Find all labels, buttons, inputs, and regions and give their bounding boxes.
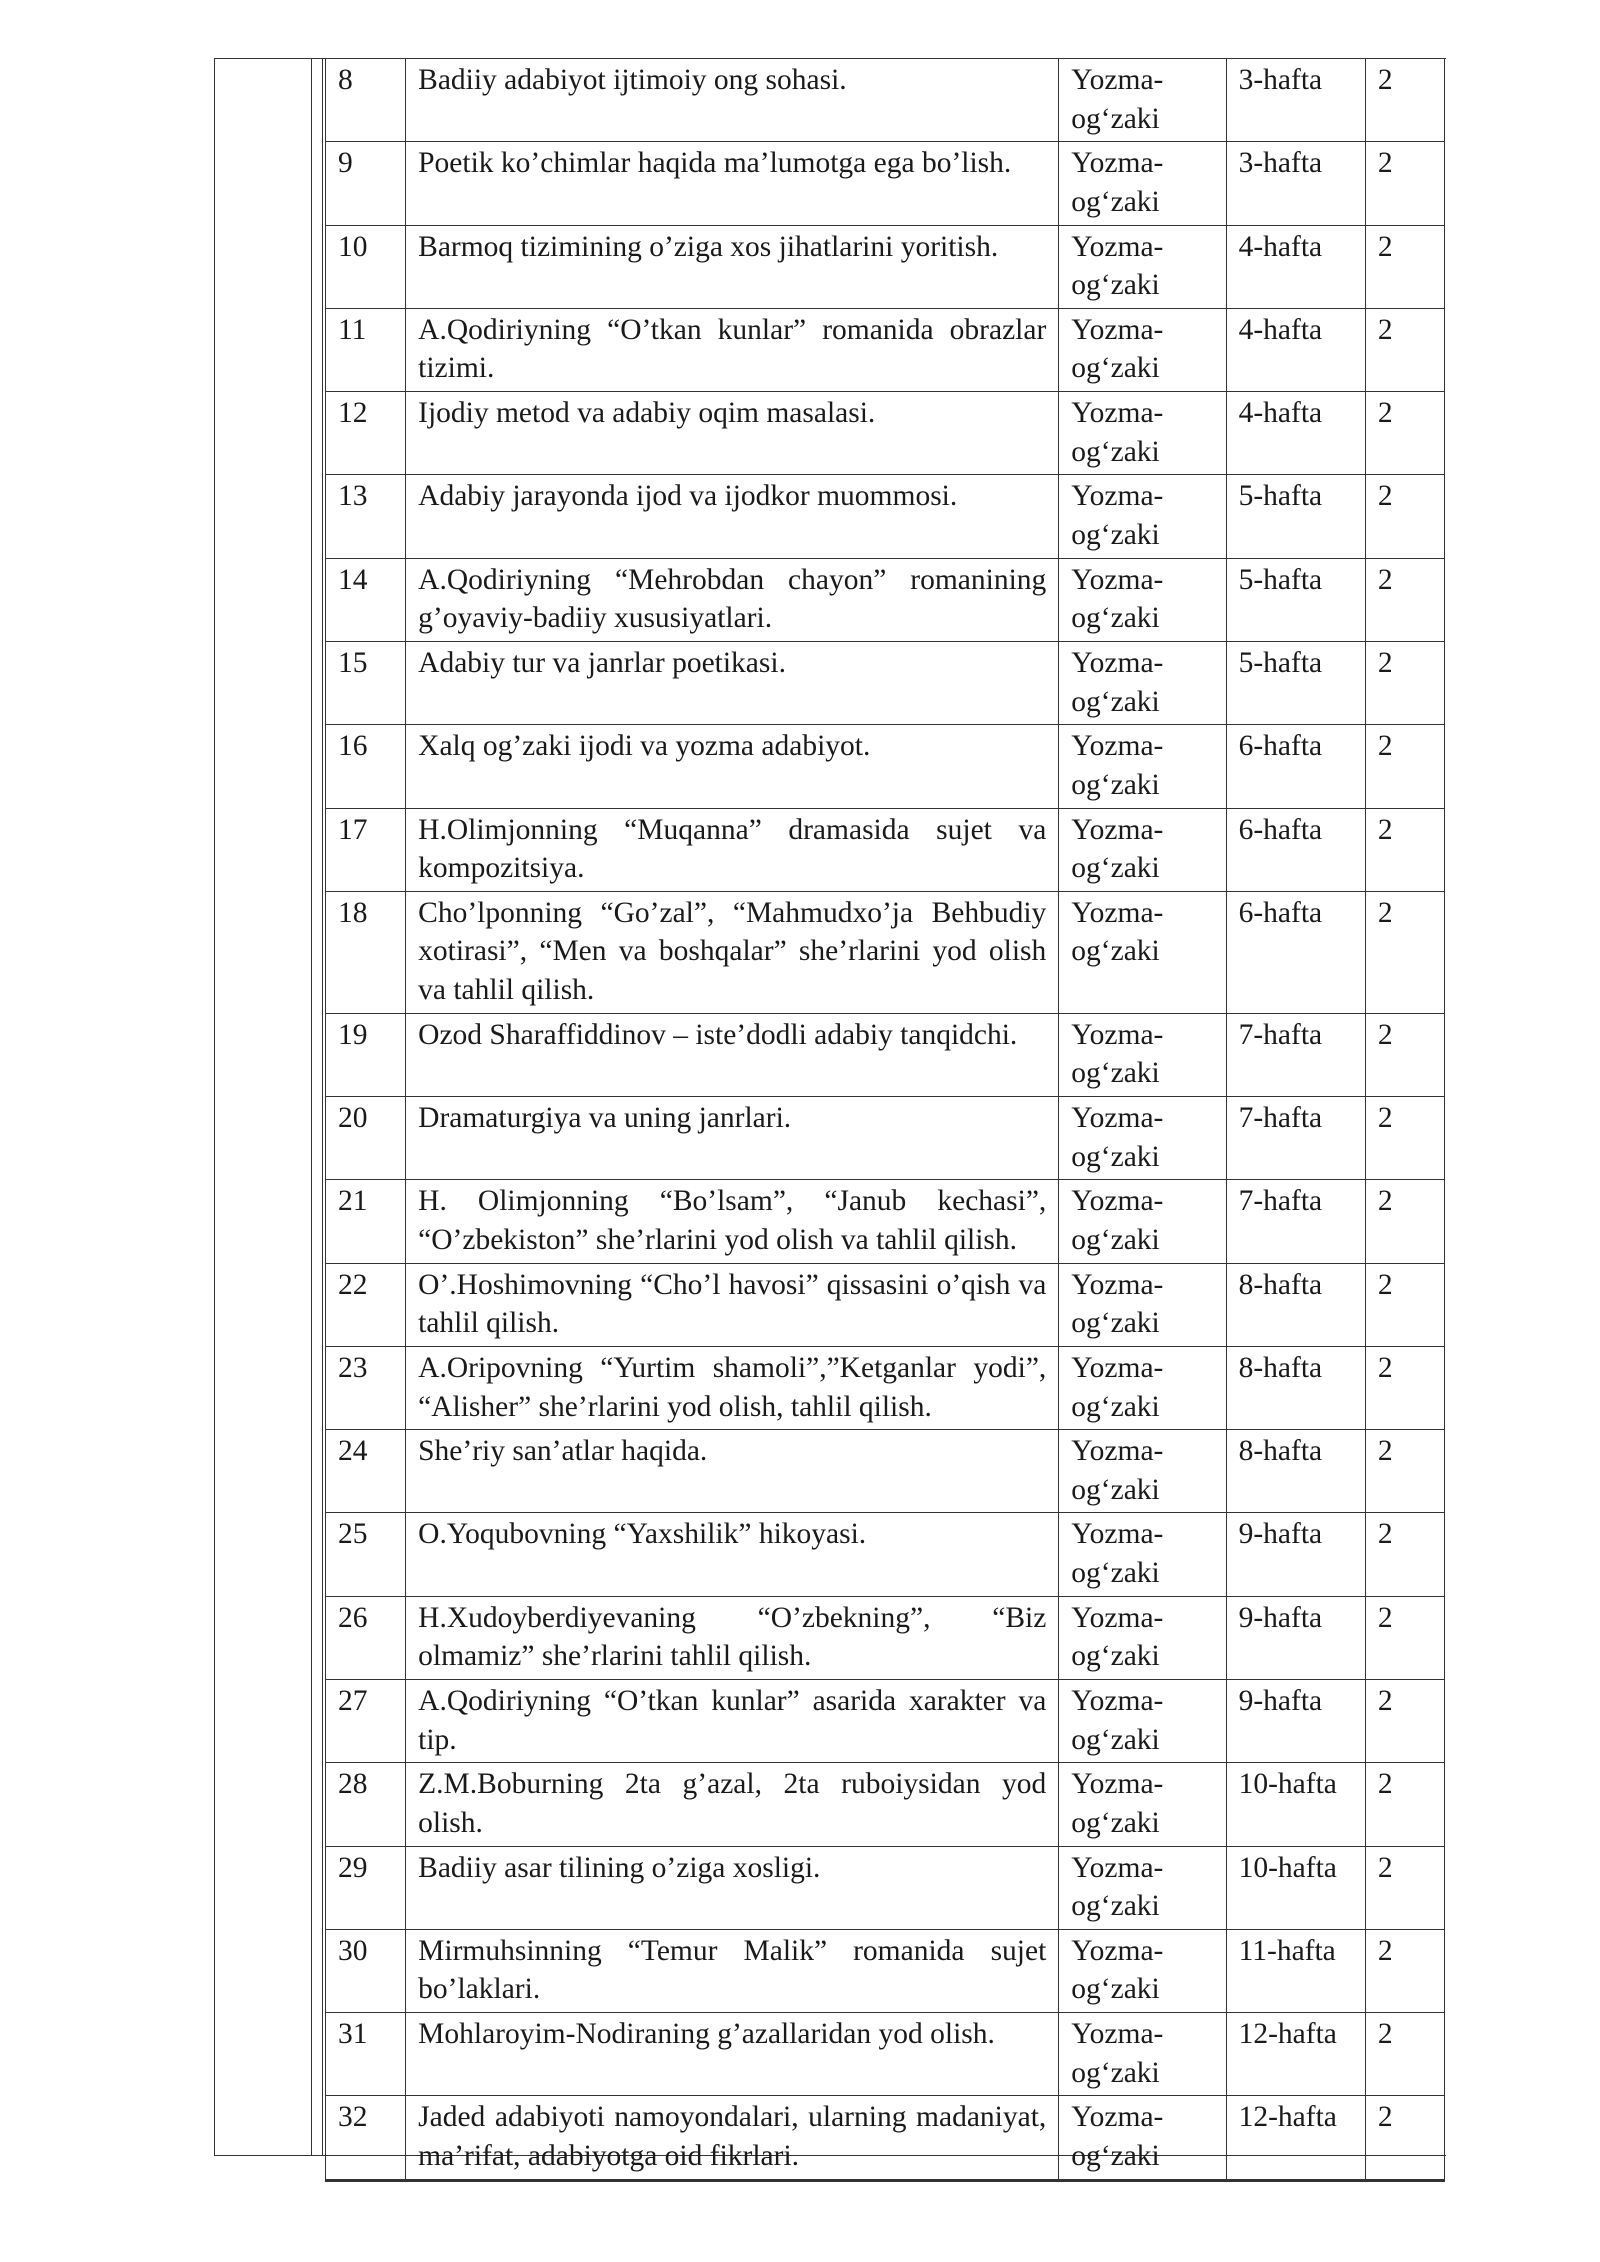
row-number: 24 (326, 1430, 406, 1513)
table-row (326, 725, 1445, 808)
row-topic: Barmoq tizimining o’ziga xos jihatlarini yoritish. (406, 225, 1059, 308)
row-assessment-form: Yozma-og‘zaki (1059, 558, 1226, 641)
row-week: 9-hafta (1226, 1513, 1365, 1596)
row-hours: 2 (1365, 1929, 1444, 2012)
row-number: 32 (326, 2096, 406, 2180)
row-number: 22 (326, 1263, 406, 1346)
row-number: 15 (326, 641, 406, 724)
row-assessment-form: Yozma-og‘zaki (1059, 808, 1226, 891)
table-row (326, 1180, 1445, 1263)
row-number: 25 (326, 1513, 406, 1596)
row-assessment-form: Yozma-og‘zaki (1059, 1013, 1226, 1096)
table-row (326, 2096, 1445, 2180)
row-number: 10 (326, 225, 406, 308)
table-row (326, 392, 1445, 475)
outer-column-left (215, 59, 312, 2155)
table-row (326, 225, 1445, 308)
row-assessment-form: Yozma-og‘zaki (1059, 475, 1226, 558)
row-assessment-form: Yozma-og‘zaki (1059, 1679, 1226, 1762)
row-topic: Ozod Sharaffiddinov – iste’dodli adabiy tanqidchi. (406, 1013, 1059, 1096)
row-week: 8-hafta (1226, 1430, 1365, 1513)
row-week: 9-hafta (1226, 1679, 1365, 1762)
row-hours: 2 (1365, 725, 1444, 808)
table-row (326, 59, 1445, 142)
row-week: 12-hafta (1226, 2096, 1365, 2180)
row-hours: 2 (1365, 392, 1444, 475)
row-week: 6-hafta (1226, 891, 1365, 1013)
row-topic: Cho’lponning “Go’zal”, “Mahmudxo’ja Behbudiy xotirasi”, “Men va boshqalar” she’rlarini yod olish va tahlil qilish. (406, 891, 1059, 1013)
table-row (326, 1097, 1445, 1180)
row-number: 20 (326, 1097, 406, 1180)
row-number: 14 (326, 558, 406, 641)
row-topic: Badiiy asar tilining o’ziga xosligi. (406, 1846, 1059, 1929)
row-hours: 2 (1365, 475, 1444, 558)
table-row (326, 1929, 1445, 2012)
row-number: 30 (326, 1929, 406, 2012)
row-week: 6-hafta (1226, 808, 1365, 891)
lesson-plan-body (326, 59, 1445, 2181)
row-number: 23 (326, 1346, 406, 1429)
table-row (326, 641, 1445, 724)
table-row (326, 1013, 1445, 1096)
row-week: 5-hafta (1226, 641, 1365, 724)
row-topic: O’.Hoshimovning “Cho’l havosi” qissasini o’qish va tahlil qilish. (406, 1263, 1059, 1346)
row-number: 29 (326, 1846, 406, 1929)
row-week: 7-hafta (1226, 1180, 1365, 1263)
row-topic: She’riy san’atlar haqida. (406, 1430, 1059, 1513)
row-assessment-form: Yozma-og‘zaki (1059, 1430, 1226, 1513)
row-topic: Poetik ko’chimlar haqida ma’lumotga ega bo’lish. (406, 142, 1059, 225)
row-topic: Z.M.Boburning 2ta g’azal, 2ta ruboiysidan yod olish. (406, 1763, 1059, 1846)
row-hours: 2 (1365, 808, 1444, 891)
table-row (326, 1846, 1445, 1929)
row-week: 12-hafta (1226, 2013, 1365, 2096)
row-topic: A.Qodiriyning “Mehrobdan chayon” romanining g’oyaviy-badiiy xususiyatlari. (406, 558, 1059, 641)
row-hours: 2 (1365, 1097, 1444, 1180)
row-assessment-form: Yozma-og‘zaki (1059, 308, 1226, 391)
table-row (326, 475, 1445, 558)
row-assessment-form: Yozma-og‘zaki (1059, 1596, 1226, 1679)
row-number: 28 (326, 1763, 406, 1846)
table-row (326, 808, 1445, 891)
row-week: 4-hafta (1226, 392, 1365, 475)
table-row (326, 1263, 1445, 1346)
row-week: 6-hafta (1226, 725, 1365, 808)
row-topic: A.Qodiriyning “O’tkan kunlar” romanida obrazlar tizimi. (406, 308, 1059, 391)
row-number: 27 (326, 1679, 406, 1762)
row-week: 9-hafta (1226, 1596, 1365, 1679)
row-number: 31 (326, 2013, 406, 2096)
row-hours: 2 (1365, 308, 1444, 391)
row-number: 17 (326, 808, 406, 891)
row-hours: 2 (1365, 641, 1444, 724)
table-row (326, 1513, 1445, 1596)
row-week: 5-hafta (1226, 475, 1365, 558)
row-number: 13 (326, 475, 406, 558)
row-topic: H.Olimjonning “Muqanna” dramasida sujet va kompozitsiya. (406, 808, 1059, 891)
row-hours: 2 (1365, 2096, 1444, 2180)
row-hours: 2 (1365, 558, 1444, 641)
row-hours: 2 (1365, 891, 1444, 1013)
row-topic: Dramaturgiya va uning janrlari. (406, 1097, 1059, 1180)
row-hours: 2 (1365, 1513, 1444, 1596)
row-hours: 2 (1365, 59, 1444, 142)
row-hours: 2 (1365, 1596, 1444, 1679)
row-assessment-form: Yozma-og‘zaki (1059, 1346, 1226, 1429)
row-number: 21 (326, 1180, 406, 1263)
row-number: 18 (326, 891, 406, 1013)
row-week: 3-hafta (1226, 59, 1365, 142)
row-assessment-form: Yozma-og‘zaki (1059, 142, 1226, 225)
row-week: 8-hafta (1226, 1263, 1365, 1346)
row-hours: 2 (1365, 1263, 1444, 1346)
row-week: 7-hafta (1226, 1097, 1365, 1180)
row-week: 11-hafta (1226, 1929, 1365, 2012)
table-row (326, 1763, 1445, 1846)
row-assessment-form: Yozma-og‘zaki (1059, 392, 1226, 475)
row-number: 11 (326, 308, 406, 391)
row-hours: 2 (1365, 1763, 1444, 1846)
row-assessment-form: Yozma-og‘zaki (1059, 1263, 1226, 1346)
row-week: 3-hafta (1226, 142, 1365, 225)
table-row (326, 2013, 1445, 2096)
row-assessment-form: Yozma-og‘zaki (1059, 225, 1226, 308)
outer-column-narrow (312, 59, 323, 2155)
lesson-plan-table (325, 58, 1445, 2182)
row-number: 8 (326, 59, 406, 142)
row-assessment-form: Yozma-og‘zaki (1059, 1929, 1226, 2012)
table-row (326, 142, 1445, 225)
row-week: 4-hafta (1226, 308, 1365, 391)
row-assessment-form: Yozma-og‘zaki (1059, 1846, 1226, 1929)
row-assessment-form: Yozma-og‘zaki (1059, 1180, 1226, 1263)
row-number: 26 (326, 1596, 406, 1679)
row-topic: O.Yoqubovning “Yaxshilik” hikoyasi. (406, 1513, 1059, 1596)
table-row (326, 1430, 1445, 1513)
row-week: 8-hafta (1226, 1346, 1365, 1429)
row-number: 12 (326, 392, 406, 475)
row-topic: Mohlaroyim-Nodiraning g’azallaridan yod olish. (406, 2013, 1059, 2096)
row-assessment-form: Yozma-og‘zaki (1059, 1763, 1226, 1846)
row-week: 10-hafta (1226, 1763, 1365, 1846)
table-row (326, 1679, 1445, 1762)
row-topic: Badiiy adabiyot ijtimoiy ong sohasi. (406, 59, 1059, 142)
row-assessment-form: Yozma-og‘zaki (1059, 891, 1226, 1013)
row-assessment-form: Yozma-og‘zaki (1059, 641, 1226, 724)
table-row (326, 1596, 1445, 1679)
row-topic: H. Olimjonning “Bo’lsam”, “Janub kechasi”, “O’zbekiston” she’rlarini yod olish va tahlil qilish. (406, 1180, 1059, 1263)
row-assessment-form: Yozma-og‘zaki (1059, 1097, 1226, 1180)
row-topic: Ijodiy metod va adabiy oqim masalasi. (406, 392, 1059, 475)
row-assessment-form: Yozma-og‘zaki (1059, 1513, 1226, 1596)
row-hours: 2 (1365, 1180, 1444, 1263)
row-hours: 2 (1365, 142, 1444, 225)
row-topic: Xalq og’zaki ijodi va yozma adabiyot. (406, 725, 1059, 808)
row-assessment-form: Yozma-og‘zaki (1059, 725, 1226, 808)
row-week: 7-hafta (1226, 1013, 1365, 1096)
row-number: 19 (326, 1013, 406, 1096)
row-hours: 2 (1365, 1430, 1444, 1513)
row-hours: 2 (1365, 1679, 1444, 1762)
row-hours: 2 (1365, 1013, 1444, 1096)
row-assessment-form: Yozma-og‘zaki (1059, 2096, 1226, 2180)
row-topic: Mirmuhsinning “Temur Malik” romanida sujet bo’laklari. (406, 1929, 1059, 2012)
row-number: 9 (326, 142, 406, 225)
table-row (326, 1346, 1445, 1429)
table-row (326, 558, 1445, 641)
row-number: 16 (326, 725, 406, 808)
row-topic: Adabiy jarayonda ijod va ijodkor muommosi. (406, 475, 1059, 558)
row-topic: Adabiy tur va janrlar poetikasi. (406, 641, 1059, 724)
table-row (326, 891, 1445, 1013)
row-hours: 2 (1365, 1346, 1444, 1429)
row-topic: Jaded adabiyoti namoyondalari, ularning madaniyat, ma’rifat, adabiyotga oid fikrlari. (406, 2096, 1059, 2180)
row-assessment-form: Yozma-og‘zaki (1059, 2013, 1226, 2096)
row-topic: H.Xudoyberdiyevaning “O’zbekning”, “Biz olmamiz” she’rlarini tahlil qilish. (406, 1596, 1059, 1679)
row-week: 4-hafta (1226, 225, 1365, 308)
row-topic: A.Oripovning “Yurtim shamoli”,”Ketganlar yodi”, “Alisher” she’rlarini yod olish, tahlil qilish. (406, 1346, 1059, 1429)
row-topic: A.Qodiriyning “O’tkan kunlar” asarida xarakter va tip. (406, 1679, 1059, 1762)
table-row (326, 308, 1445, 391)
row-week: 5-hafta (1226, 558, 1365, 641)
row-assessment-form: Yozma-og‘zaki (1059, 59, 1226, 142)
row-hours: 2 (1365, 225, 1444, 308)
row-hours: 2 (1365, 1846, 1444, 1929)
row-hours: 2 (1365, 2013, 1444, 2096)
row-week: 10-hafta (1226, 1846, 1365, 1929)
